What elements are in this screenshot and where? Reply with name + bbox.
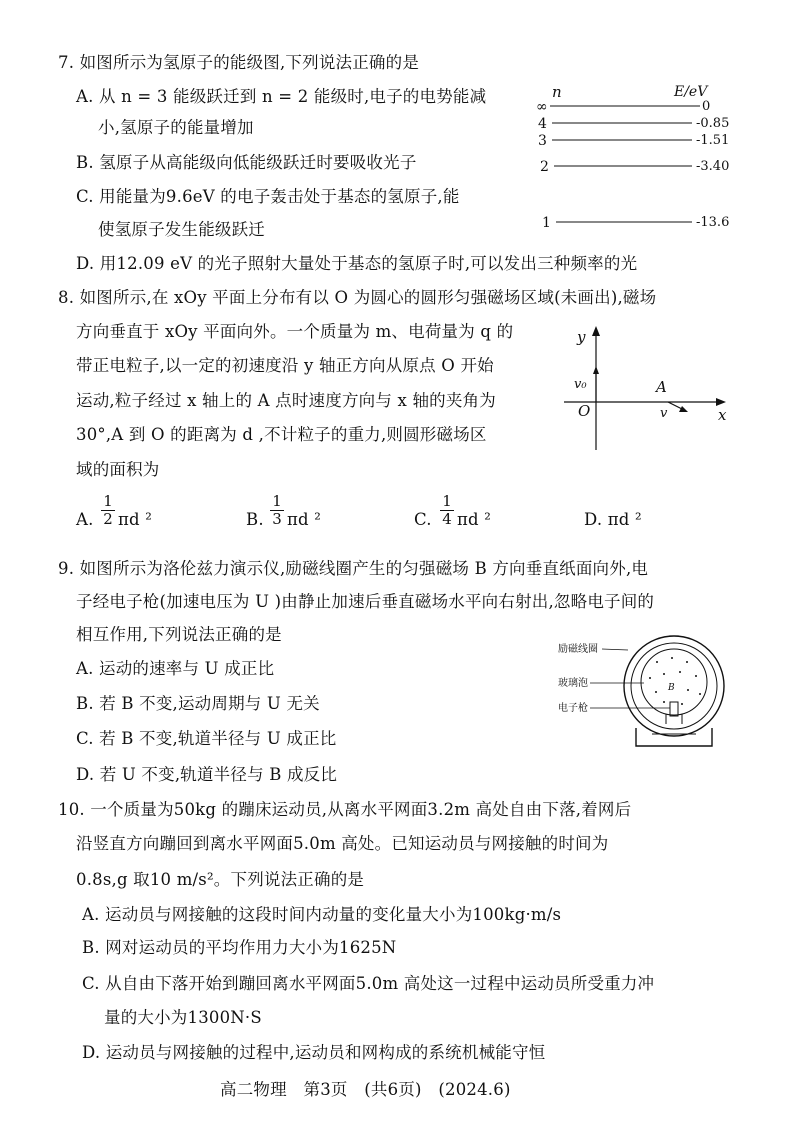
q8-line-6: 域的面积为: [76, 460, 160, 479]
q7-option-c: C. 用能量为9.6eV 的电子轰击处于基态的氢原子,能: [76, 187, 460, 206]
level-e-2: -3.40: [696, 159, 730, 174]
q7-stem: 7. 如图所示为氢原子的能级图,下列说法正确的是: [58, 53, 420, 72]
q9-option-a: A. 运动的速率与 U 成正比: [76, 659, 275, 678]
q7-option-b: B. 氢原子从高能级向低能级跃迁时要吸收光子: [76, 153, 417, 172]
denominator: 2: [103, 510, 113, 528]
point-a-label: A: [656, 378, 667, 396]
y-axis-label: y: [577, 328, 586, 346]
numerator: 1: [272, 492, 282, 510]
field-b-label: B: [668, 683, 675, 693]
y-axis-arrow: [592, 326, 600, 336]
q9-option-c: C. 若 B 不变,轨道半径与 U 成正比: [76, 729, 337, 748]
lorentz-apparatus-diagram: [552, 630, 744, 754]
v-arrow: [679, 406, 688, 412]
level-n-1: 1: [542, 215, 551, 231]
level-n-inf: ∞: [536, 99, 548, 115]
q10-option-c: C. 从自由下落开始到蹦回离水平网面5.0m 高处这一过程中运动员所受重力冲: [82, 974, 655, 993]
q9-line-1: 9. 如图所示为洛伦兹力演示仪,励磁线圈产生的匀强磁场 B 方向垂直纸面向外,电: [58, 559, 649, 578]
q8-line-5: 30°,A 到 O 的距离为 d ,不计粒子的重力,则圆形磁场区: [76, 425, 487, 444]
q10-option-d: D. 运动员与网接触的过程中,运动员和网构成的系统机械能守恒: [82, 1043, 546, 1062]
field-dots: [649, 657, 701, 705]
bulb-label: 玻璃泡: [558, 678, 588, 689]
coil-label: 励磁线圈: [558, 644, 598, 655]
q10-line-1: 10. 一个质量为50kg 的蹦床运动员,从离水平网面3.2m 高处自由下落,着网后: [58, 800, 632, 819]
coil-leader: [602, 649, 628, 650]
q8-option-a-fraction: [101, 493, 115, 528]
v-label: v: [660, 406, 668, 421]
q8-option-b-fraction: [270, 493, 284, 528]
q8-option-b-tail: πd ²: [287, 510, 322, 529]
q8-option-b-label: B.: [246, 510, 264, 529]
q8-line-2: 方向垂直于 xOy 平面向外。一个质量为 m、电荷量为 q 的: [76, 322, 514, 341]
q8-option-c-label: C.: [414, 510, 432, 529]
denominator: 3: [272, 510, 282, 528]
q8-option-c-tail: πd ²: [457, 510, 492, 529]
level-e-1: -13.6: [696, 215, 730, 230]
q8-option-d: D. πd ²: [584, 510, 642, 529]
n-axis-label: n: [552, 83, 562, 101]
x-axis-arrow: [716, 398, 726, 406]
numerator: 1: [442, 492, 452, 510]
xoy-diagram: [560, 322, 745, 454]
electron-gun: [670, 702, 678, 716]
q9-option-d: D. 若 U 不变,轨道半径与 B 成反比: [76, 765, 338, 784]
page-footer: 高二物理 第3页 (共6页) (2024.6): [220, 1080, 511, 1099]
q8-option-a-label: A.: [76, 510, 94, 529]
denominator: 4: [442, 510, 452, 528]
q10-option-c-cont: 量的大小为1300N·S: [104, 1008, 262, 1027]
q9-line-3: 相互作用,下列说法正确的是: [76, 625, 282, 644]
q10-option-a: A. 运动员与网接触的这段时间内动量的变化量大小为100kg·m/s: [82, 905, 562, 924]
energy-level-diagram: [532, 82, 752, 232]
energy-axis-label: E/eV: [674, 84, 708, 100]
q9-line-2: 子经电子枪(加速电压为 U )由静止加速后垂直磁场水平向右射出,忽略电子间的: [76, 592, 655, 611]
q8-line-4: 运动,粒子经过 x 轴上的 A 点时速度方向与 x 轴的夹角为: [76, 391, 496, 410]
x-axis-label: x: [718, 406, 727, 424]
level-e-3: -1.51: [696, 133, 730, 148]
glass-bulb: [641, 649, 707, 715]
gun-label: 电子枪: [558, 703, 588, 714]
q10-line-3: 0.8s,g 取10 m/s²。下列说法正确的是: [76, 870, 365, 889]
level-n-3: 3: [538, 133, 547, 149]
origin-label: O: [578, 402, 591, 420]
level-e-inf: 0: [702, 99, 711, 114]
q7-option-c-cont: 使氢原子发生能级跃迁: [98, 220, 265, 239]
level-e-4: -0.85: [696, 116, 730, 131]
q7-option-a: A. 从 n = 3 能级跃迁到 n = 2 能级时,电子的电势能减: [76, 87, 487, 106]
q10-line-2: 沿竖直方向蹦回到离水平网面5.0m 高处。已知运动员与网接触的时间为: [76, 834, 609, 853]
level-n-2: 2: [540, 159, 549, 175]
v0-arrow: [593, 366, 599, 374]
q8-line-3: 带正电粒子,以一定的初速度沿 y 轴正方向从原点 O 开始: [76, 356, 494, 375]
numerator: 1: [103, 492, 113, 510]
level-n-4: 4: [538, 116, 547, 132]
q9-option-b: B. 若 B 不变,运动周期与 U 无关: [76, 694, 320, 713]
q10-option-b: B. 网对运动员的平均作用力大小为1625N: [82, 938, 397, 957]
q7-option-d: D. 用12.09 eV 的光子照射大量处于基态的氢原子时,可以发出三种频率的光: [76, 254, 638, 273]
apparatus-base: [636, 728, 712, 746]
q8-option-c-fraction: [440, 493, 454, 528]
q8-option-a-tail: πd ²: [118, 510, 153, 529]
q7-option-a-cont: 小,氢原子的能量增加: [98, 118, 254, 137]
q8-line-1: 8. 如图所示,在 xOy 平面上分布有以 O 为圆心的圆形匀强磁场区域(未画出),磁场: [58, 288, 657, 307]
v0-label: v₀: [574, 377, 587, 392]
